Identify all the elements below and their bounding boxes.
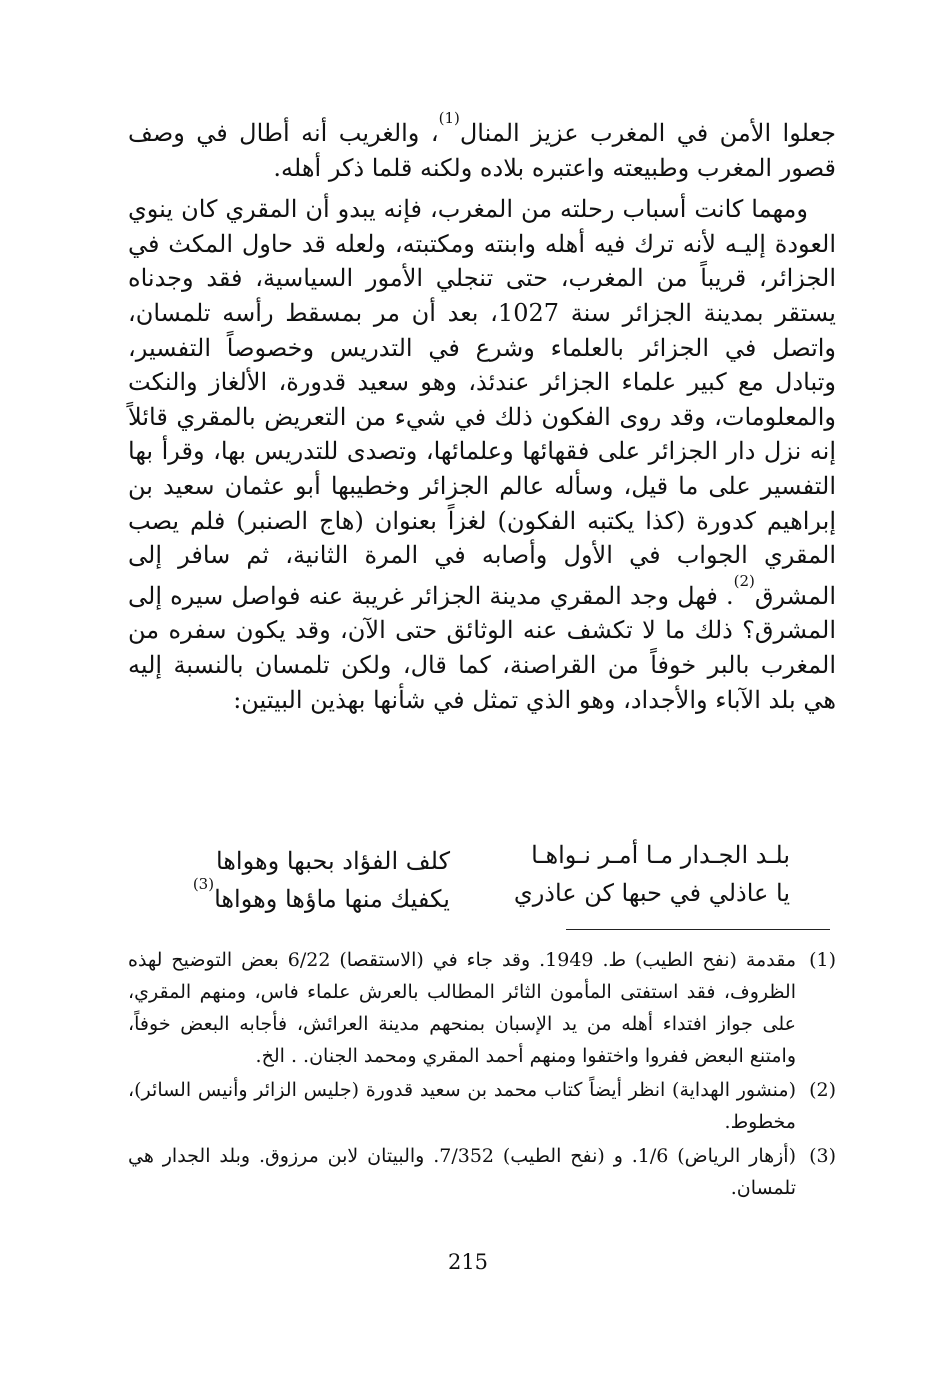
- paragraph-1-text-end: ، والغريب أنه أطال في وصف قصور المغرب وطبيعته واعتبره بلاده ولكنه قلما ذكر أهله.: [128, 119, 836, 182]
- verse-second-text: كلف الفؤاد بحبها وهواها: [215, 847, 450, 875]
- footnote-3: [128, 1140, 836, 1204]
- footnote-text: (أزهار الرياض) 1/6. و (نفح الطيب) 7/352. والبيتان لابن مرزوق. وبلد الجدار هي تلمسان.: [128, 1145, 797, 1199]
- paragraph-2-text-start: ومهما كانت أسباب رحلته من المغرب، فإنه يبدو أن المقري كان ينوي العودة إليـه لأنه ترك فيه أهله وابنته ومكتبته، ولعله قد حاول المكث في الجزائر، قريباً من المغرب، حتى تنجلي الأمور السياسية، فقد وجدناه يستقر بمدينة الجزائر سنة 1027، بعد أن مر بمسقط رأسه تلمسان، واتصل في الجزائر بالعلماء وشرع في التدريس وخصوصاً التفسير، وتبادل مع كبير علماء الجزائر عندئذ، وهو سعيد قدورة، الألغاز والنكت والمعلومات، وقد روى الفكون ذلك في شيء من التعريض بالمقري قائلاً إنه نزل دار الجزائر على فقهائها وعلمائها، وتصدى للتدريس بها، وقرأ بها التفسير على ما قيل، وسأله عالم الجزائر وخطيبها أبو عثمان سعيد بن إبراهيم كدورة (كذا يكتبه الفكون) لغزاً بعنوان (هاج الصنبر) فلم يصب المقري الجواب في الأول وأصابه في المرة الثانية، ثم سافر إلى المشرق: [128, 195, 837, 610]
- verse-second-hemistich: [150, 836, 450, 874]
- verse-line: [150, 836, 790, 874]
- paragraph-1: [128, 110, 836, 185]
- main-text: [128, 110, 836, 717]
- page-number: 215: [447, 1250, 489, 1274]
- footnote-reference-2: (2): [733, 571, 755, 590]
- paragraph-2-text-end: . فهل وجد المقري مدينة الجزائر غريبة عنه فواصل سيره إلى المشرق؟ ذلك ما لا تكشف عنه الوثائق حتى الآن، وقد يكون سفره من المغرب بالبر خوفاً من القراصنة، كما قال، ولكن تلمسان بالنسبة إليه هي بلد الآباء والأجداد، وهو الذي تمثل في شأنها بهذين البيتين:: [128, 581, 836, 714]
- footnote-number: (1): [809, 949, 836, 971]
- footnote-separator: [566, 929, 830, 930]
- poem-verses: [150, 836, 790, 912]
- verse-first-hemistich: بلـد الجـدار مـا أمـر نـواهـا: [531, 841, 790, 869]
- verse-first-hemistich: يا عاذلي في حبها كن عاذري: [513, 879, 790, 907]
- footnote-1: [128, 944, 836, 1072]
- footnote-2: [128, 1074, 836, 1138]
- footnote-number: (2): [809, 1079, 836, 1101]
- verse-second-hemistich: [150, 874, 450, 912]
- footnote-number: (3): [809, 1145, 836, 1167]
- footnote-reference-3: (3): [192, 875, 215, 893]
- footnote-reference-1: (1): [438, 109, 460, 127]
- verse-second-text: يكفيك منها ماؤها وهواها: [214, 885, 450, 913]
- paragraph-2: [128, 192, 836, 717]
- footnotes: [128, 944, 836, 1206]
- footnote-text: (منشور الهداية) انظر أيضاً كتاب محمد بن سعيد قدورة (جليس الزائر وأنيس السائر)، مخطوط.: [128, 1079, 796, 1133]
- paragraph-1-text-start: جعلوا الأمن في المغرب عزيز المنال: [459, 119, 836, 147]
- verse-line: [150, 874, 790, 912]
- footnote-text: مقدمة (نفح الطيب) ط. 1949. وقد جاء في (الاستقصا) 6/22 بعض التوضيح لهذه الظروف، فقد استفتى المأمون الثائر المطالب بالعرش علماء فاس، ومنهم المقري، على جواز افتداء أهله من يد الإسبان بمنحهم مدينة العرائش، فأجابه البعض خوفاً، وامتنع البعض ففروا واختفوا ومنهم أحمد المقري ومحمد الجنان. . الخ.: [128, 949, 797, 1067]
